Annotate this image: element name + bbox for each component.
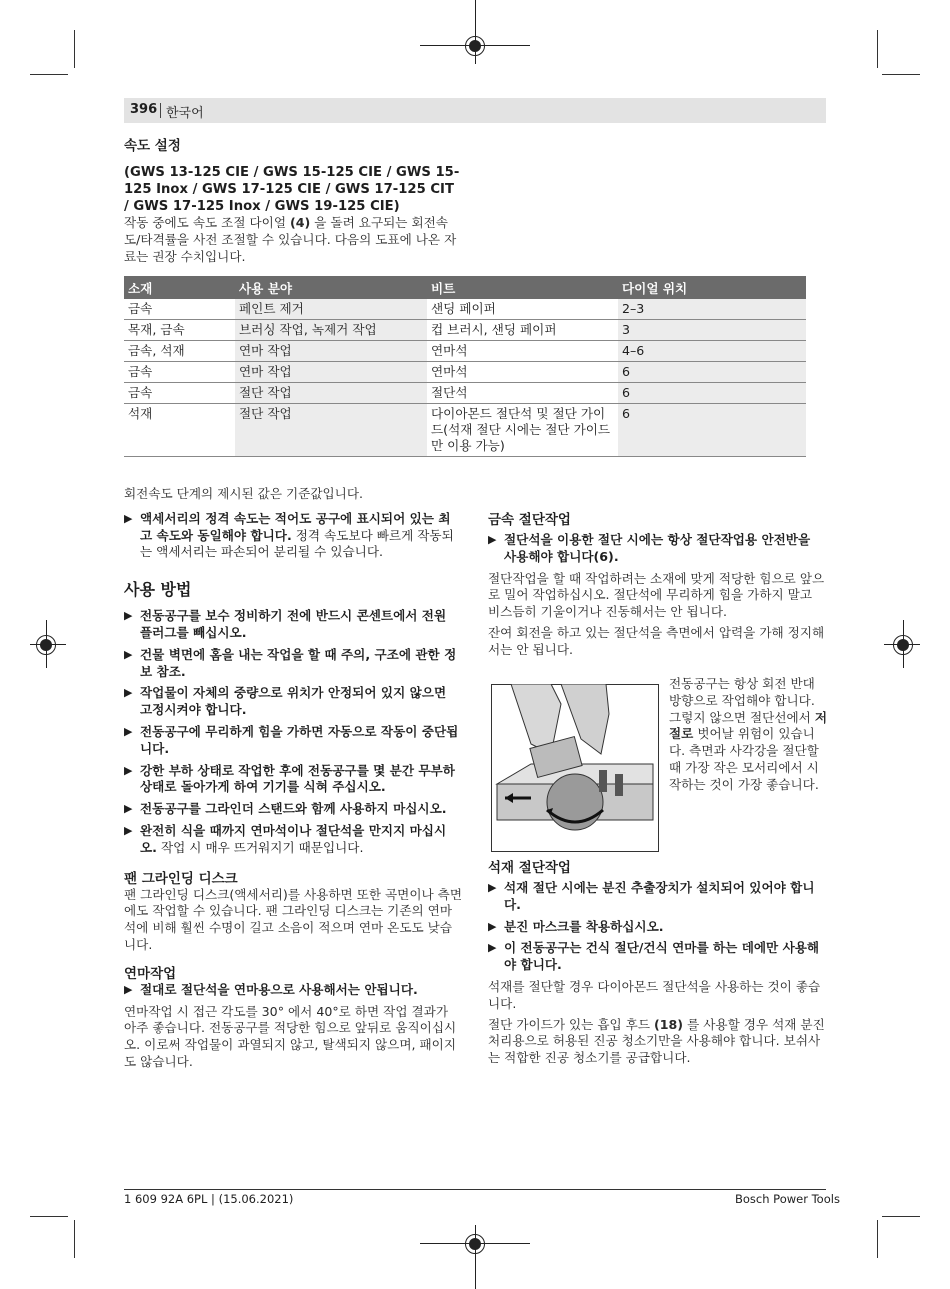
bullet-item [488, 880, 826, 914]
caption-text-end: 벗어날 위험이 있습니다. 측면과 사각강을 절단할 때 가장 작은 모서리에서 시작하는 것이 가장 좋습니다. [669, 726, 819, 792]
table-cell: 연마석 [427, 362, 618, 383]
bullet-item [124, 823, 462, 857]
speed-intro-text-end: 을 돌려 요구되는 회전속도/타격률을 사전 조절할 수 있습니다. 다음의 도표에 나온 자료는 권장 수치입니다. [124, 215, 457, 264]
stone-cutting-section [488, 856, 826, 1067]
table-header: 사용 분야 [235, 276, 427, 299]
table-cell: 샌딩 페이퍼 [427, 299, 618, 320]
crop-mark [30, 1216, 68, 1217]
table-header: 다이얼 위치 [618, 276, 806, 299]
registration-mark-icon [465, 36, 485, 56]
table-row [124, 299, 806, 320]
bullet-item [124, 647, 462, 681]
bullet-arrow-icon: ▶ [488, 919, 497, 933]
bullet-text: 석재 절단 시에는 분진 추출장치가 설치되어 있어야 합니다. [504, 880, 815, 912]
table-cell: 금속, 석재 [124, 341, 235, 362]
caption-bold-text: 저절로 [669, 709, 828, 742]
crop-mark [882, 74, 920, 75]
registration-mark-icon [36, 635, 56, 655]
hood-ref-number: (18) [654, 1016, 684, 1032]
bullet-text: 작업 시 매우 뜨거워지기 때문입니다. [156, 839, 364, 855]
table-cell: 6 [618, 362, 806, 383]
page-number: 396 [130, 102, 158, 117]
table-cell: 4–6 [618, 341, 806, 362]
table-row [124, 362, 806, 383]
table-cell: 금속 [124, 362, 235, 383]
table-header: 비트 [427, 276, 618, 299]
stone-cutting-text-2 [488, 1017, 826, 1067]
bullet-item [488, 940, 826, 974]
bullet-item [124, 685, 462, 719]
bullet-arrow-icon: ▶ [488, 941, 497, 955]
stone-cutting-text: 석재를 절단할 경우 다이아몬드 절단석을 사용하는 것이 좋습니다. [488, 978, 821, 1011]
bullet-item [124, 608, 462, 642]
registration-mark-icon [465, 1234, 485, 1254]
footer-divider [124, 1189, 826, 1190]
dial-ref-number: (4) [290, 215, 311, 230]
bullet-item [124, 801, 462, 818]
table-cell: 3 [618, 320, 806, 341]
table-cell: 금속 [124, 299, 235, 320]
usage-title: 사용 방법 [124, 580, 192, 600]
metal-cutting-title: 금속 절단작업 [488, 512, 571, 528]
crop-mark [74, 30, 75, 68]
bullet-text: 건물 벽면에 홈을 내는 작업을 할 때 주의, 구조에 관한 정보 참조. [140, 646, 457, 679]
table-cell: 다이아몬드 절단석 및 절단 가이드(석재 절단 시에는 절단 가이드만 이용 가능) [427, 404, 618, 457]
stone-text-end: 를 사용할 경우 석재 분진 처리용으로 허용된 진공 청소기만을 사용해야 합니다. 보쉬사는 적합한 진공 청소기를 공급합니다. [488, 1016, 825, 1066]
bullet-text: 작업물이 자체의 중량으로 위치가 안정되어 있지 않으면 고정시켜야 합니다. [140, 685, 447, 718]
speed-note: 회전속도 단계의 제시된 값은 기준값입니다. [124, 486, 363, 501]
bullet-item [124, 982, 462, 999]
page-language: 한국어 [166, 106, 204, 121]
footer-document-id: 1 609 92A 6PL | (15.06.2021) [124, 1192, 294, 1206]
caption-text: 전동공구는 항상 회전 반대 방향으로 작업해야 합니다. 그렇지 않으면 절단선에서 [669, 676, 815, 725]
table-row [124, 341, 806, 362]
bullet-text: 이 전동공구는 건식 절단/건식 연마를 하는 데에만 사용해야 합니다. [504, 940, 820, 973]
header-divider [160, 103, 161, 118]
speed-table [124, 276, 806, 457]
table-cell: 연마 작업 [235, 362, 427, 383]
bullet-arrow-icon: ▶ [124, 724, 133, 738]
bullet-text: 전동공구에 무리하게 힘을 가하면 자동으로 작동이 중단됩니다. [140, 723, 459, 756]
bullet-text: 전동공구를 보수 정비하기 전에 반드시 콘센트에서 전원 플러그를 빼십시오. [140, 608, 447, 640]
bullet-arrow-icon: ▶ [124, 802, 133, 816]
grinding-text: 연마작업 시 접근 각도를 30° 에서 40°로 하면 작업 결과가 아주 좋습니다. 전동공구를 적당한 힘으로 앞뒤로 움직이십시오. 이로써 작업물이 과열되지 않고, 탈색되지 않으며, 패이지도 않습니다. [124, 1003, 457, 1069]
bullet-item [488, 532, 826, 566]
table-cell: 목재, 금속 [124, 320, 235, 341]
bullet-bold-text: 완전히 식을 때까지 연마석이나 절단석을 만지지 마십시오. [140, 822, 447, 855]
table-cell: 연마석 [427, 341, 618, 362]
footer-brand: Bosch Power Tools [735, 1192, 840, 1206]
crop-mark [74, 1220, 75, 1258]
table-cell: 금속 [124, 383, 235, 404]
bullet-item [488, 919, 826, 936]
cutting-direction-illustration [491, 684, 659, 852]
grinding-title: 연마작업 [124, 965, 177, 982]
bullet-arrow-icon: ▶ [124, 823, 133, 837]
table-header-row [124, 276, 806, 299]
registration-mark-icon [893, 635, 913, 655]
table-row [124, 320, 806, 341]
stone-text: 절단 가이드가 있는 흡입 후드 [488, 1016, 655, 1032]
crop-mark [877, 30, 878, 68]
bullet-text: 분진 마스크를 착용하십시오. [504, 918, 664, 934]
left-column [124, 486, 462, 1071]
bullet-text: 정격 속도보다 빠르게 작동되는 액세서리는 파손되어 분리될 수 있습니다. [140, 527, 454, 560]
bullet-text: 절대로 절단석을 연마용으로 사용해서는 안됩니다. [140, 981, 418, 997]
bullet-item [124, 724, 462, 758]
table-header: 소재 [124, 276, 235, 299]
stone-cutting-title: 석재 절단작업 [488, 860, 571, 876]
table-cell: 컵 브러시, 샌딩 페이퍼 [427, 320, 618, 341]
table-cell: 절단석 [427, 383, 618, 404]
bullet-bold-text: 액세서리의 정격 속도는 적어도 공구에 표시되어 있는 최고 속도와 동일해야 합니다. [140, 510, 451, 543]
table-cell: 6 [618, 383, 806, 404]
table-cell: 6 [618, 404, 806, 457]
metal-cutting-text-2: 잔여 회전을 하고 있는 절단석을 측면에서 압력을 가해 정지해서는 안 됩니다. [488, 624, 825, 657]
bullet-arrow-icon: ▶ [488, 881, 497, 894]
fan-disc-text: 팬 그라인딩 디스크(액세서리)를 사용하면 또한 곡면이나 측면에도 작업할 수 있습니다. 팬 그라인딩 디스크는 기존의 연마석에 비해 훨씬 수명이 길고 소음이 적으며 연마 온도도 낮습니다. [124, 886, 462, 952]
bullet-item [124, 511, 462, 561]
bullet-arrow-icon: ▶ [124, 763, 133, 777]
speed-section [124, 134, 462, 265]
table-row [124, 383, 806, 404]
speed-intro-text: 작동 중에도 속도 조절 다이얼 [124, 215, 291, 230]
bullet-arrow-icon: ▶ [488, 533, 497, 546]
bullet-arrow-icon: ▶ [124, 511, 133, 525]
fan-disc-title: 팬 그라인딩 디스크 [124, 870, 238, 887]
bullet-text: 절단석을 이용한 절단 시에는 항상 절단작업용 안전반을 사용해야 합니다(6). [504, 532, 811, 564]
page-header [124, 98, 826, 123]
metal-cutting-text: 절단작업을 할 때 작업하려는 소재에 맞게 적당한 힘으로 앞으로 밀어 작업하십시오. 절단석에 무리하게 힘을 가하지 말고 비스듬히 기울이거나 진동해서는 안 됩니다. [488, 570, 825, 620]
table-cell: 연마 작업 [235, 341, 427, 362]
table-cell: 2–3 [618, 299, 806, 320]
bullet-arrow-icon: ▶ [124, 686, 133, 700]
bullet-text: 전동공구를 그라인더 스탠드와 함께 사용하지 마십시오. [140, 801, 447, 817]
figure-caption-text [669, 676, 827, 794]
right-column [488, 508, 826, 659]
bullet-text: 강한 부하 상태로 작업한 후에 전동공구를 몇 분간 무부하 상태로 돌아가게 하여 기기를 식혀 주십시오. [140, 762, 455, 795]
bullet-item [124, 763, 462, 797]
table-cell: 절단 작업 [235, 383, 427, 404]
speed-intro [124, 215, 462, 265]
crop-mark [877, 1220, 878, 1258]
model-list: (GWS 13-125 CIE / GWS 15-125 CIE / GWS 15-125 Inox / GWS 17-125 CIE / GWS 17-125 CIT / GWS 17-125 Inox / GWS 19-125 CIE) [124, 165, 460, 214]
bullet-arrow-icon: ▶ [124, 982, 133, 996]
figure-caption [669, 676, 827, 794]
crop-mark [30, 74, 68, 75]
table-cell: 페인트 제거 [235, 299, 427, 320]
table-row [124, 404, 806, 457]
speed-title: 속도 설정 [124, 138, 181, 154]
crop-mark [882, 1216, 920, 1217]
table-cell: 석재 [124, 404, 235, 457]
table-cell: 브러싱 작업, 녹제거 작업 [235, 320, 427, 341]
bullet-arrow-icon: ▶ [124, 647, 133, 661]
table-cell: 절단 작업 [235, 404, 427, 457]
bullet-arrow-icon: ▶ [124, 609, 133, 623]
